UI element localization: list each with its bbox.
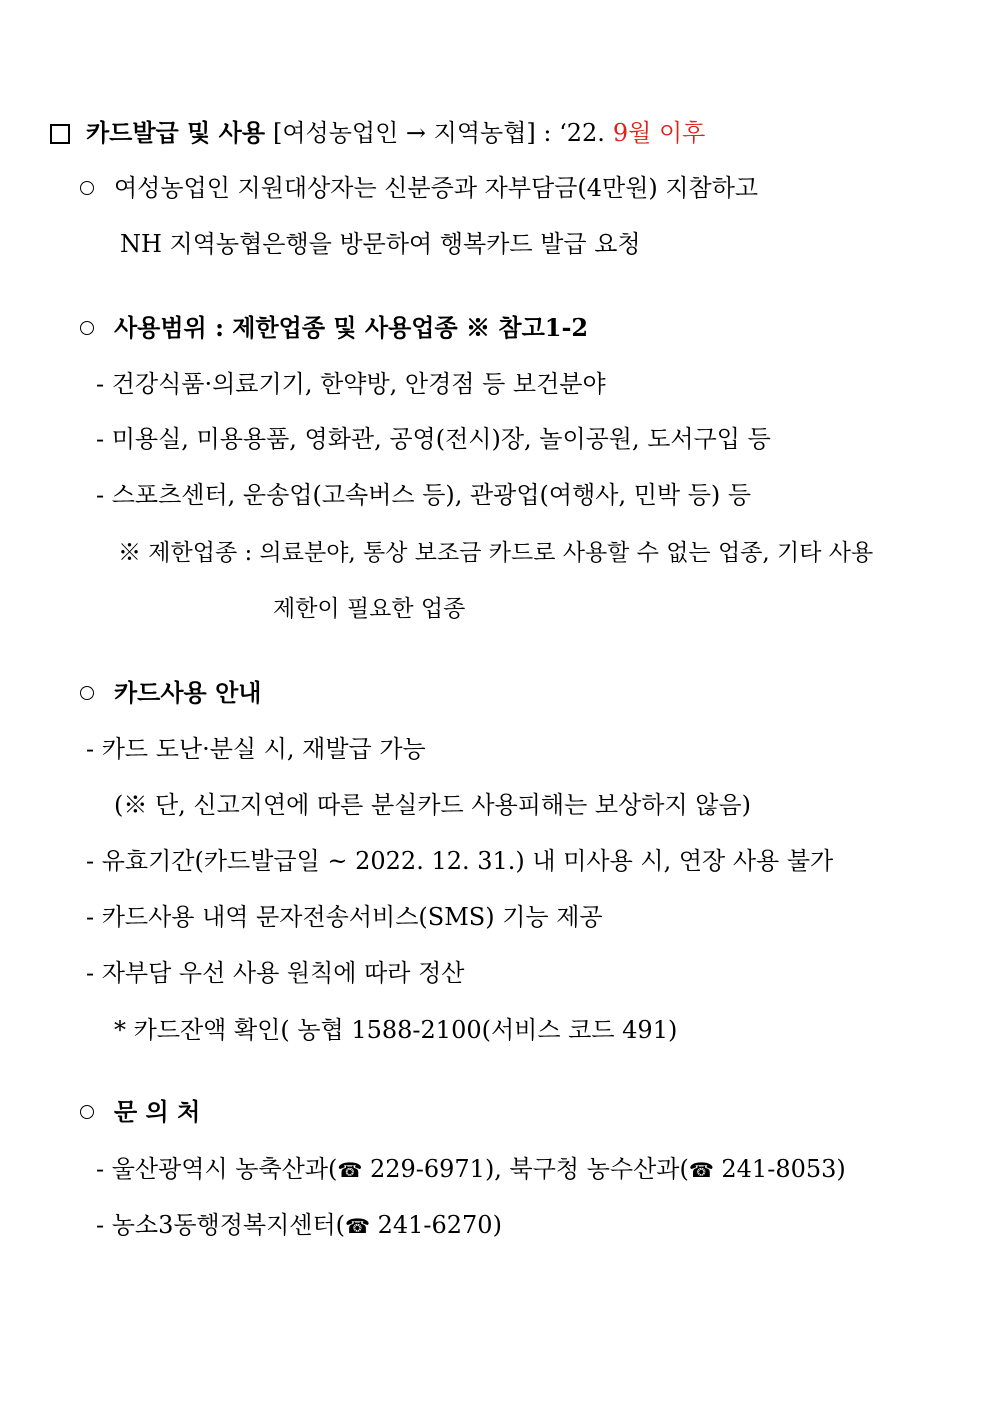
guide-item: - 카드사용 내역 문자전송서비스(SMS) 기능 제공 [86, 903, 603, 931]
guide-item: - 카드 도난·분실 시, 재발급 가능 [86, 735, 426, 763]
issuance-line-1 [80, 173, 758, 203]
circle-bullet-icon [80, 686, 94, 700]
contact-line-2 [96, 1210, 502, 1241]
phone-icon: ☎ [345, 1214, 370, 1238]
contact-nongso: - 농소3동행정복지센터( [96, 1211, 346, 1239]
scope-item: - 건강식품·의료기기, 한약방, 안경점 등 보건분야 [96, 370, 606, 398]
contact-bukgu: 229-6971), 북구청 농수산과( [362, 1155, 689, 1183]
contact-heading-line [80, 1097, 200, 1127]
section-flow: [여성농업인 → 지역농협] : ‘22. [273, 119, 605, 147]
contact-ulsan: - 울산광역시 농축산과( [96, 1155, 338, 1183]
contact-nongso-number: 241-6270) [369, 1211, 502, 1239]
scope-item: - 스포츠센터, 운송업(고속버스 등), 관광업(여행사, 민박 등) 등 [96, 481, 752, 509]
phone-icon: ☎ [337, 1158, 363, 1182]
contact-line-1 [96, 1154, 846, 1185]
issuance-line-2 [120, 229, 641, 259]
contact-bukgu-number: 241-8053) [713, 1155, 846, 1183]
checkbox-icon [50, 124, 70, 144]
guide-note: (※ 단, 신고지연에 따른 분실카드 사용피해는 보상하지 않음) [114, 791, 751, 819]
guide-heading: 카드사용 안내 [114, 678, 262, 707]
guide-item: - 유효기간(카드발급일 ~ 2022. 12. 31.) 내 미사용 시, 연장 사용 불가 [86, 847, 834, 875]
issuance-text-1: 여성농업인 지원대상자는 신분증과 자부담금(4만원) 지참하고 [114, 174, 759, 202]
scope-heading-line [80, 313, 588, 343]
circle-bullet-icon [80, 321, 94, 335]
scope-heading: 사용범위 : 제한업종 및 사용업종 ※ 참고1-2 [114, 313, 589, 342]
section-title-line [50, 118, 705, 148]
phone-icon: ☎ [688, 1158, 714, 1182]
contact-heading: 문 의 처 [114, 1097, 201, 1126]
issuance-text-2: NH 지역농협은행을 방문하여 행복카드 발급 요청 [120, 230, 641, 258]
scope-item: - 미용실, 미용용품, 영화관, 공영(전시)장, 놀이공원, 도서구입 등 [96, 425, 771, 453]
circle-bullet-icon [80, 181, 94, 195]
scope-note-line-2: 제한이 필요한 업종 [273, 596, 466, 622]
date-highlight: 9월 이후 [612, 119, 706, 147]
circle-bullet-icon [80, 1105, 94, 1119]
guide-item: - 자부담 우선 사용 원칙에 따라 정산 [86, 959, 465, 987]
guide-heading-line [80, 678, 261, 708]
scope-note-line-1: ※ 제한업종 : 의료분야, 통상 보조금 카드로 사용할 수 없는 업종, 기타 사용 [118, 540, 874, 566]
guide-note: * 카드잔액 확인( 농협 1588-2100(서비스 코드 491) [114, 1016, 678, 1044]
section-title: 카드발급 및 사용 [86, 118, 265, 147]
